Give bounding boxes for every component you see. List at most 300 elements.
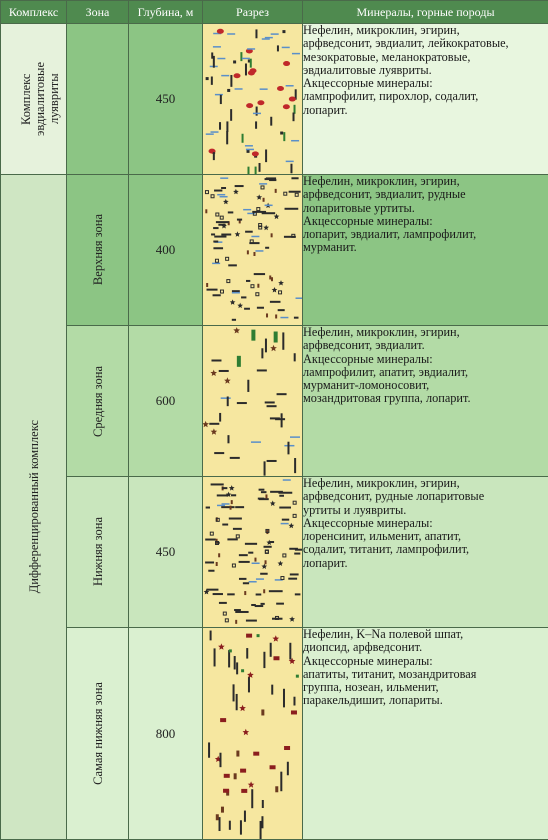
section-mark: [261, 564, 267, 569]
section-mark: [270, 501, 276, 507]
section-mark: [258, 498, 265, 500]
section-mark: [246, 634, 252, 638]
section-mark: [266, 313, 268, 317]
minerals-cell: [303, 24, 548, 175]
section-mark: [241, 669, 244, 672]
section-mark: [211, 131, 219, 133]
mineral-line: Акцессорные минералы:: [303, 517, 548, 530]
section-mark: [210, 370, 217, 376]
zone-label: Средняя зона: [91, 366, 105, 437]
section-mark: [213, 247, 223, 249]
section-mark: [253, 752, 259, 756]
section-cell: [203, 175, 303, 326]
section-mark: [272, 618, 282, 620]
section-mark: [248, 677, 250, 693]
section-mark: [275, 189, 277, 193]
section-mark: [270, 345, 277, 351]
section-mark: [206, 77, 209, 80]
section-mark: [217, 58, 225, 60]
mineral-line: арфведсонит, эвдиалит, лейкократовые,: [303, 37, 548, 50]
section-mark: [270, 765, 276, 769]
section-mark: [206, 283, 208, 287]
section-mark: [222, 503, 230, 505]
section-mark: [219, 817, 221, 831]
mineral-line: арфведсонит, рудные лопаритовые: [303, 490, 548, 503]
section-mark: [295, 593, 301, 595]
section-mark: [259, 183, 267, 185]
section-mark: [278, 561, 284, 566]
section-mark: [216, 562, 218, 566]
section-mark: [205, 539, 216, 541]
section-mark: [256, 107, 258, 116]
section-mark: [271, 685, 273, 695]
section-mark: [219, 753, 221, 767]
section-mark: [211, 195, 214, 198]
section-mark: [224, 377, 231, 383]
section-mark: [209, 423, 219, 425]
section-mark: [280, 132, 283, 135]
section-mark: [279, 495, 284, 497]
section-cell: [203, 326, 303, 477]
section-mark: [263, 198, 265, 202]
section-mark: [255, 605, 264, 607]
section-mark: [217, 494, 229, 496]
section-mark: [257, 284, 259, 288]
section-mark: [272, 287, 278, 293]
section-mark: [207, 289, 218, 291]
section-mark: [244, 811, 246, 822]
section-mark: [228, 264, 237, 266]
section-mark: [235, 88, 243, 90]
section-mark: [223, 612, 226, 615]
section-mark: [290, 164, 292, 174]
section-mark: [259, 489, 265, 491]
section-mark: [254, 558, 256, 562]
section-mark: [251, 285, 254, 288]
depth-cell: 400: [129, 175, 203, 326]
section-mark: [214, 190, 222, 192]
zone-label: Самая нижняя зона: [91, 682, 105, 785]
section-mark: [243, 729, 250, 735]
section-mark: [261, 603, 265, 605]
section-mark: [210, 631, 212, 641]
section-mark: [211, 483, 224, 485]
section-mark: [277, 86, 284, 91]
section-mark: [275, 786, 278, 792]
section-mark: [277, 45, 279, 51]
section-mark: [237, 219, 242, 221]
section-mark: [285, 208, 299, 210]
section-mark: [260, 573, 267, 575]
section-mark: [230, 299, 236, 304]
mineral-line: лампрофилит, апатит, эвдиалит,: [303, 366, 548, 379]
section-mark: [205, 191, 208, 194]
section-pattern: [203, 326, 302, 476]
section-mark: [265, 550, 268, 553]
section-pattern: [203, 175, 302, 325]
section-mark: [236, 535, 239, 538]
section-mark: [255, 167, 257, 174]
section-mark: [262, 212, 275, 214]
section-mark: [278, 309, 285, 311]
mineral-line: мозандритовая группа, лопарит.: [303, 392, 548, 405]
section-mark: [234, 656, 236, 669]
section-mark: [261, 348, 263, 358]
section-mark: [241, 296, 246, 298]
section-mark: [223, 199, 229, 204]
section-mark: [250, 240, 253, 243]
section-mark: [283, 554, 286, 557]
section-mark: [244, 591, 246, 595]
section-mark: [225, 619, 228, 622]
section-mark: [237, 303, 243, 309]
mineral-line: Нефелин, микроклин, эгирин,: [303, 24, 548, 37]
section-mark: [216, 814, 219, 820]
mineral-line: лампрофилит, пирохлор, содалит,: [303, 90, 548, 103]
mineral-line: Нефелин, микроклин, эгирин,: [303, 175, 548, 188]
mineral-line: лопарит.: [303, 557, 548, 570]
section-mark: [270, 643, 272, 657]
section-mark: [275, 314, 277, 318]
section-mark: [295, 549, 302, 551]
section-mark: [293, 514, 296, 517]
section-mark: [211, 233, 215, 235]
section-mark: [232, 292, 240, 294]
section-mark: [257, 634, 260, 637]
section-mark: [232, 290, 240, 292]
section-mark: [257, 307, 264, 309]
section-mark: [280, 317, 288, 319]
section-mark: [287, 762, 289, 776]
section-mark: [233, 60, 236, 63]
section-mark: [206, 507, 210, 509]
mineral-line: лоренсинит, ильменит, апатит,: [303, 530, 548, 543]
section-mark: [230, 506, 232, 510]
section-mark: [270, 301, 281, 303]
mineral-line: мурманит-ломоносовит,: [303, 379, 548, 392]
section-mark: [235, 185, 244, 187]
section-cell: [203, 628, 303, 840]
section-mark: [282, 519, 289, 521]
section-mark: [213, 227, 218, 229]
section-mark: [290, 436, 300, 438]
section-mark: [243, 209, 251, 211]
section-mark: [245, 231, 253, 233]
section-mark: [294, 553, 300, 555]
section-mark: [217, 29, 224, 34]
section-mark: [284, 746, 290, 750]
section-mark: [219, 602, 227, 604]
section-mark: [251, 330, 255, 341]
section-mark: [296, 675, 299, 678]
section-mark: [226, 131, 228, 144]
section-mark: [282, 47, 290, 49]
section-mark: [252, 151, 259, 156]
section-mark: [233, 189, 239, 194]
section-mark: [240, 820, 242, 834]
section-mark: [279, 291, 282, 294]
section-mark: [247, 380, 249, 392]
section-mark: [271, 233, 273, 237]
section-mark: [294, 105, 296, 114]
section-mark: [235, 620, 237, 624]
section-mark: [283, 479, 291, 481]
section-mark: [283, 132, 285, 141]
section-mark: [246, 648, 248, 659]
section-mark: [293, 697, 295, 706]
section-mark: [245, 543, 257, 545]
section-mark: [251, 789, 253, 808]
section-mark: [265, 401, 275, 403]
section-mark: [291, 710, 297, 714]
section-mark: [234, 609, 241, 611]
section-mark: [279, 507, 291, 509]
section-mark: [226, 257, 229, 260]
section-mark: [265, 560, 267, 564]
section-mark: [248, 781, 255, 787]
header-depth: Глубина, м: [129, 1, 203, 24]
section-mark: [234, 73, 241, 78]
zone-cell-empty: [67, 24, 129, 175]
section-mark: [293, 501, 296, 504]
section-mark: [284, 192, 287, 195]
section-mark: [236, 694, 238, 710]
section-mark: [247, 167, 249, 174]
section-mark: [281, 413, 283, 427]
section-mark: [262, 800, 264, 808]
table-row: [1, 24, 548, 175]
header-complex: Комплекс: [1, 1, 67, 24]
section-mark: [269, 275, 271, 279]
section-mark: [227, 280, 230, 283]
section-mark: [237, 402, 247, 404]
section-mark: [221, 506, 234, 508]
section-mark: [294, 353, 296, 361]
section-mark: [286, 161, 294, 163]
section-mark: [219, 370, 229, 372]
section-mark: [221, 75, 229, 77]
section-mark: [241, 789, 247, 793]
section-mark: [220, 718, 226, 722]
section-mark: [220, 290, 223, 293]
complex-cell-differentiated: [1, 175, 67, 840]
section-mark: [222, 487, 227, 489]
section-mark: [217, 194, 225, 196]
section-mark: [256, 594, 262, 596]
section-mark: [272, 635, 279, 641]
section-mark: [227, 33, 235, 35]
complex-label: Комплекс эвдиалитовые луявриты: [19, 51, 49, 147]
section-mark: [259, 224, 262, 227]
section-mark: [219, 413, 221, 422]
section-mark: [231, 494, 236, 496]
section-mark: [294, 317, 299, 319]
mineral-line: арфведсонит, эвдиалит.: [303, 339, 548, 352]
section-mark: [260, 88, 268, 90]
section-mark: [286, 85, 294, 87]
section-mark: [246, 280, 250, 282]
section-mark: [230, 75, 232, 87]
section-mark: [247, 150, 250, 153]
section-mark: [214, 648, 216, 666]
mineral-line: апатиты, титанит, мозандритовая: [303, 668, 548, 681]
section-mark: [270, 541, 274, 543]
section-mark: [281, 577, 284, 580]
section-mark: [282, 332, 284, 349]
section-mark: [257, 208, 260, 211]
section-mark: [235, 506, 244, 508]
section-mark: [243, 582, 249, 584]
section-mark: [240, 769, 246, 773]
section-mark: [235, 231, 241, 237]
section-mark: [230, 457, 240, 459]
header-minerals: Минералы, горные породы: [303, 1, 548, 24]
mineral-line: лопарит.: [303, 104, 548, 117]
section-cell: [203, 477, 303, 628]
section-mark: [293, 113, 295, 122]
section-mark: [212, 263, 220, 265]
section-mark: [232, 319, 236, 321]
section-mark: [221, 397, 231, 399]
section-mark: [289, 191, 301, 193]
section-mark: [239, 561, 250, 563]
section-mark: [265, 149, 267, 162]
section-mark: [233, 327, 240, 333]
section-mark: [254, 273, 265, 275]
section-mark: [229, 485, 235, 491]
complex-cell-eudialyte: [1, 24, 67, 175]
section-mark: [251, 604, 256, 606]
section-mark: [289, 97, 296, 102]
section-mark: [214, 236, 226, 238]
section-mark: [291, 140, 299, 142]
section-mark: [265, 37, 273, 39]
section-mark: [278, 492, 292, 494]
section-mark: [295, 193, 298, 196]
section-pattern: [203, 628, 302, 839]
depth-cell: 450: [129, 24, 203, 175]
section-mark: [265, 339, 267, 353]
zone-cell-lowermost: [67, 628, 129, 840]
section-mark: [229, 518, 242, 520]
section-mark: [217, 505, 225, 507]
section-mark: [253, 113, 261, 115]
section-mark: [283, 689, 285, 708]
mineral-line: паракельдишит, лопариты.: [303, 694, 548, 707]
section-mark: [256, 293, 259, 296]
section-mark: [255, 29, 257, 38]
mineral-line: мурманит.: [303, 241, 548, 254]
section-mark: [213, 56, 215, 68]
section-mark: [222, 524, 228, 526]
mineral-line: Нефелин, микроклин, эгирин,: [303, 477, 548, 490]
section-mark: [294, 458, 296, 473]
section-mark: [247, 213, 255, 215]
section-mark: [289, 643, 291, 660]
section-mark: [232, 564, 235, 567]
section-mark: [226, 121, 228, 131]
section-mark: [233, 528, 242, 530]
zone-cell-upper: [67, 175, 129, 326]
section-mark: [264, 461, 266, 475]
mineral-line: лопаритовые уртиты.: [303, 202, 548, 215]
section-mark: [256, 578, 264, 580]
section-mark: [211, 359, 221, 361]
section-mark: [277, 393, 287, 395]
zone-label: Верхняя зона: [91, 214, 105, 285]
table-row: [1, 477, 548, 628]
section-mark: [220, 196, 228, 198]
section-mark: [227, 538, 237, 540]
section-mark: [271, 33, 279, 35]
section-mark: [271, 277, 273, 281]
section-mark: [262, 38, 270, 40]
section-mark: [215, 259, 218, 262]
section-mark: [228, 211, 233, 213]
zone-cell-lower: [67, 477, 129, 628]
section-mark: [218, 643, 225, 649]
mineral-line: лопарит, эвдиалит, лампрофилит,: [303, 228, 548, 241]
section-mark: [246, 620, 257, 622]
zone-label: Нижняя зона: [91, 517, 105, 586]
section-mark: [278, 280, 284, 285]
complex-label: Дифференцированный комплекс: [27, 420, 41, 593]
section-mark: [231, 500, 233, 504]
section-mark: [211, 77, 213, 85]
section-mark: [208, 742, 210, 757]
header-section: Разрез: [203, 1, 303, 24]
section-mark: [244, 308, 250, 310]
mineral-line: диопсид, арфведсонит.: [303, 641, 548, 654]
section-mark: [280, 772, 282, 792]
header-row: [1, 1, 548, 24]
section-mark: [263, 589, 265, 593]
section-mark: [266, 177, 276, 179]
section-mark: [281, 523, 289, 525]
depth-cell: 800: [129, 628, 203, 840]
mineral-line: Акцессорные минералы:: [303, 655, 548, 668]
section-mark: [239, 705, 246, 711]
mineral-line: уртиты и луявриты.: [303, 504, 548, 517]
section-mark: [287, 442, 289, 455]
section-mark: [203, 421, 209, 427]
section-mark: [246, 149, 254, 151]
section-mark: [283, 104, 290, 109]
section-mark: [263, 652, 265, 668]
section-mark: [261, 186, 264, 189]
section-mark: [220, 216, 223, 219]
section-mark: [246, 103, 253, 108]
section-mark: [273, 656, 279, 660]
section-mark: [236, 662, 238, 674]
section-cell: [203, 24, 303, 175]
section-mark: [234, 773, 237, 779]
mineral-line: Акцессорные минералы:: [303, 215, 548, 228]
mineral-line: эвдиалитовые луявриты.: [303, 64, 548, 77]
section-mark: [227, 396, 229, 406]
section-mark: [247, 250, 249, 254]
section-mark: [255, 250, 263, 252]
table-row: [1, 628, 548, 840]
section-mark: [259, 163, 261, 172]
section-mark: [220, 177, 228, 179]
section-mark: [221, 807, 224, 813]
section-mark: [206, 589, 218, 591]
section-mark: [213, 294, 221, 296]
section-mark: [250, 59, 252, 68]
section-mark: [288, 578, 297, 580]
table-row: [1, 175, 548, 326]
